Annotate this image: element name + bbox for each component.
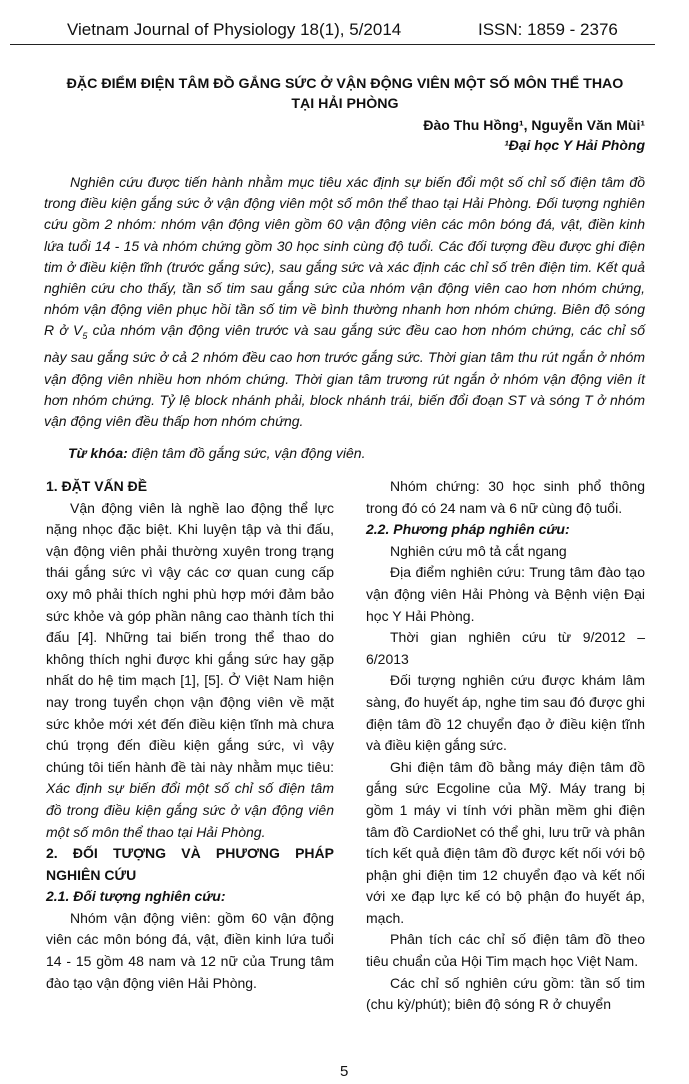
authors: Đào Thu Hồng¹, Nguyễn Văn Mùi¹: [423, 117, 645, 133]
keywords-label: Từ khóa:: [68, 445, 128, 461]
subsection-heading-2-2: 2.2. Phương pháp nghiên cứu:: [366, 521, 570, 538]
control-group-paragraph: Nhóm chứng: 30 học sinh phổ thông trong đó có 24 nam và 6 nữ cùng độ tuổi.: [366, 478, 645, 516]
period-paragraph: Thời gian nghiên cứu từ 9/2012 – 6/2013: [366, 629, 645, 667]
intro-paragraph: [46, 498, 334, 844]
abstract: [44, 172, 645, 432]
article-title-line-1: ĐẶC ĐIỂM ĐIỆN TÂM ĐỒ GẮNG SỨC Ở VẬN ĐỘNG VIÊN MỘT SỐ MÔN THỂ THAO: [66, 76, 624, 92]
intro-text: Vận động viên là nghề lao động thể lực nặng nhọc đặc biệt. Khi luyện tập và thi đấu, vận động viên phải thường xuyên trong trạng thái gắng sức vì vậy các cơ quan cung cấp oxy mô phải thích nghi phù hợp mới đảm bảo sức khỏe và góp phần nâng cao thành tích thi đấu [4]. Những tai biến trong thể thao do không thích nghi được khi gắng sức hay gặp nhất do hệ tim mạch [1], [5]. Ở Việt Nam hiện nay trong tuyển chọn vận động viên về mặt sức khỏe mới xét đến điều kiện tĩnh mà chưa chú trọng đến điều kiện gắng sức, vì vậy chúng tôi tiến hành đề tài này nhằm mục tiêu:: [46, 499, 334, 775]
section-heading-2: 2. ĐỐI TƯỢNG VÀ PHƯƠNG PHÁP NGHIÊN CỨU: [46, 845, 334, 883]
indices-paragraph: Các chỉ số nghiên cứu gồm: tần số tim (chu kỳ/phút); biên độ sóng R ở chuyển: [366, 974, 645, 1013]
location-paragraph: Địa điểm nghiên cứu: Trung tâm đào tạo vận động viên Hải Phòng và Bệnh viện Đại học Y Hải Phòng.: [366, 564, 645, 624]
abstract-paragraph: [44, 172, 645, 432]
page-number: 5: [340, 1063, 349, 1080]
analysis-paragraph: Phân tích các chỉ số điện tâm đồ theo tiêu chuẩn của Hội Tim mạch học Việt Nam.: [366, 931, 645, 970]
running-header: [0, 20, 689, 44]
design-paragraph: Nghiên cứu mô tả cắt ngang: [390, 542, 567, 559]
article-title-line-2: TẠI HẢI PHÒNG: [291, 96, 399, 112]
affiliation: ¹Đại học Y Hải Phòng: [503, 137, 645, 153]
abstract-text-2: của nhóm vận động viên trước và sau gắng sức đều cao hơn nhóm chứng, các chỉ số này sau gắng sức ở cả 2 nhóm đều cao hơn trước gắng sức. Thời gian tâm thu rút ngắn ở nhóm vận động viên nhiều hơn nhóm chứng. Thời gian tâm trương rút ngắn ở nhóm vận động viên ít hơn nhóm chứng. Tỷ lệ block nhánh phải, block nhánh trái, biến đổi đoạn ST và sóng T ở nhóm vận động viên đều thấp hơn nhóm chứng.: [44, 322, 645, 430]
keywords: [68, 445, 365, 461]
subjects-paragraph: Nhóm vận động viên: gồm 60 vận động viên các môn bóng đá, vật, điền kinh lứa tuổi 14 - 15 gồm 48 nam và 12 nữ của Trung tâm đào tạo vận động viên Hải Phòng.: [46, 909, 334, 991]
journal-name: Vietnam Journal of Physiology 18(1), 5/2014: [67, 20, 402, 39]
subsection-heading-2-1: 2.1. Đối tượng nghiên cứu:: [46, 888, 226, 905]
intro-objective: Xác định sự biến đổi một số chỉ số điện tâm đồ trong điều kiện gắng sức ở vận động viên một số môn thể thao tại Hải Phòng.: [46, 780, 334, 840]
examination-paragraph: Đối tượng nghiên cứu được khám lâm sàng, đo huyết áp, nghe tim sau đó được ghi điện tâm đồ 12 chuyển đạo ở điều kiện tĩnh và điều kiện gắng sức.: [366, 672, 645, 754]
header-rule: [10, 44, 655, 45]
keywords-text: điện tâm đồ gắng sức, vận động viên.: [127, 445, 366, 461]
abstract-text-1: Nghiên cứu được tiến hành nhằm mục tiêu xác định sự biến đổi một số chỉ số điện tâm đồ trong điều kiện gắng sức ở vận động viên một số môn thể thao tại Hải Phòng. Đối tượng nghiên cứu gồm 2 nhóm: nhóm vận động viên gồm 60 vận động viên các môn bóng đá, vật, điền kinh lứa tuổi 14 - 15 và nhóm chứng gồm 30 học sinh cùng độ tuổi. Các đối tượng đều được ghi điện tim ở điều kiện tĩnh (trước gắng sức), sau gắng sức và xác định các chỉ số trên điện tim. Kết quả nghiên cứu cho thấy, tần số tim sau gắng sức của nhóm vận động viên cao hơn nhóm chứng, nhóm vận động viên phục hồi tần số tim về bình thường nhanh hơn nhóm chứng. Biên độ sóng R ở V: [44, 174, 645, 339]
equipment-paragraph: Ghi điện tâm đồ bằng máy điện tâm đồ gắng sức Ecgoline của Mỹ. Máy trang bị gồm 1 máy vi tính với phần mềm ghi điện tâm đồ CardioNet có thể ghi, lưu trữ và phân tích kết quả điện tâm đồ được kết nối với bộ phận ghi điện tim 12 chuyển đạo và kết nối với xe đạp lực kế có bộ phận đo huyết áp, mạch.: [366, 758, 645, 926]
left-column: [46, 476, 334, 994]
abstract-subscript: 5: [82, 331, 88, 342]
issn: ISSN: 1859 - 2376: [478, 20, 618, 39]
right-column: [366, 476, 645, 1016]
section-heading-1: 1. ĐẶT VẤN ĐỀ: [46, 478, 148, 494]
